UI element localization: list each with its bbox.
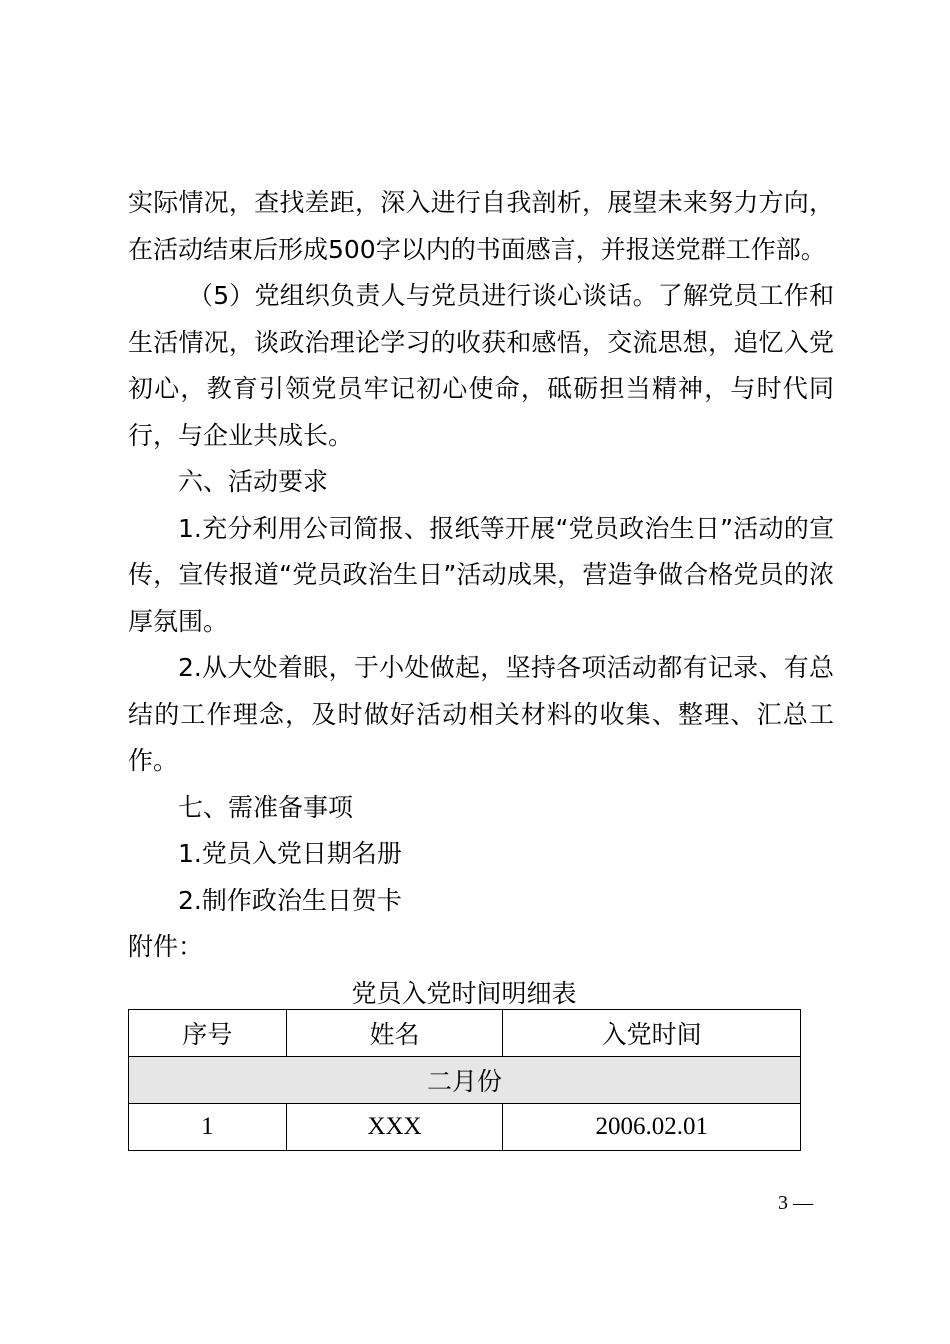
section-heading-7: 七、需准备事项 <box>178 792 354 822</box>
cell-serial-number: 1 <box>129 1104 287 1151</box>
cell-name: XXX <box>286 1104 503 1151</box>
page-number: 3 — <box>778 1192 813 1214</box>
table-row <box>129 1104 801 1151</box>
table-title: 党员入党时间明细表 <box>351 978 577 1008</box>
member-join-date-table <box>128 1009 801 1151</box>
section-heading-6: 六、活动要求 <box>178 467 329 496</box>
header-name: 姓名 <box>286 1010 503 1057</box>
attachment-label: 附件： <box>128 932 204 961</box>
preparation-item-2: 2.制作政治生日贺卡 <box>178 885 402 915</box>
requirement-item-2: 2.从大处着眼，于小处做起，坚持各项活动都有记录、有总结的工作理念，及时做好活动相关材料的收集、整理、汇总工作。 <box>128 653 834 775</box>
paragraph-continuation: 实际情况，查找差距，深入进行自我剖析，展望未来努力方向，在活动结束后形成500字以内的书面感言，并报送党群工作部。 <box>128 188 834 264</box>
paragraph-item-5: （5）党组织负责人与党员进行谈心谈话。了解党员工作和生活情况，谈政治理论学习的收获和感悟，交流思想，追忆入党初心，教育引领党员牢记初心使命，砥砺担当精神，与时代同行，与企业共成长。 <box>128 281 834 450</box>
document-page <box>128 180 834 1017</box>
table-month-row <box>129 1057 801 1104</box>
header-serial-number: 序号 <box>129 1010 287 1057</box>
header-join-date: 入党时间 <box>503 1010 801 1057</box>
month-label: 二月份 <box>129 1057 801 1104</box>
requirement-item-1: 1.充分利用公司简报、报纸等开展“党员政治生日”活动的宣传，宣传报道“党员政治生日”活动成果，营造争做合格党员的浓厚氛围。 <box>128 513 834 636</box>
table-header-row <box>129 1010 801 1057</box>
cell-join-date: 2006.02.01 <box>503 1104 801 1151</box>
preparation-item-1: 1.党员入党日期名册 <box>178 839 402 868</box>
